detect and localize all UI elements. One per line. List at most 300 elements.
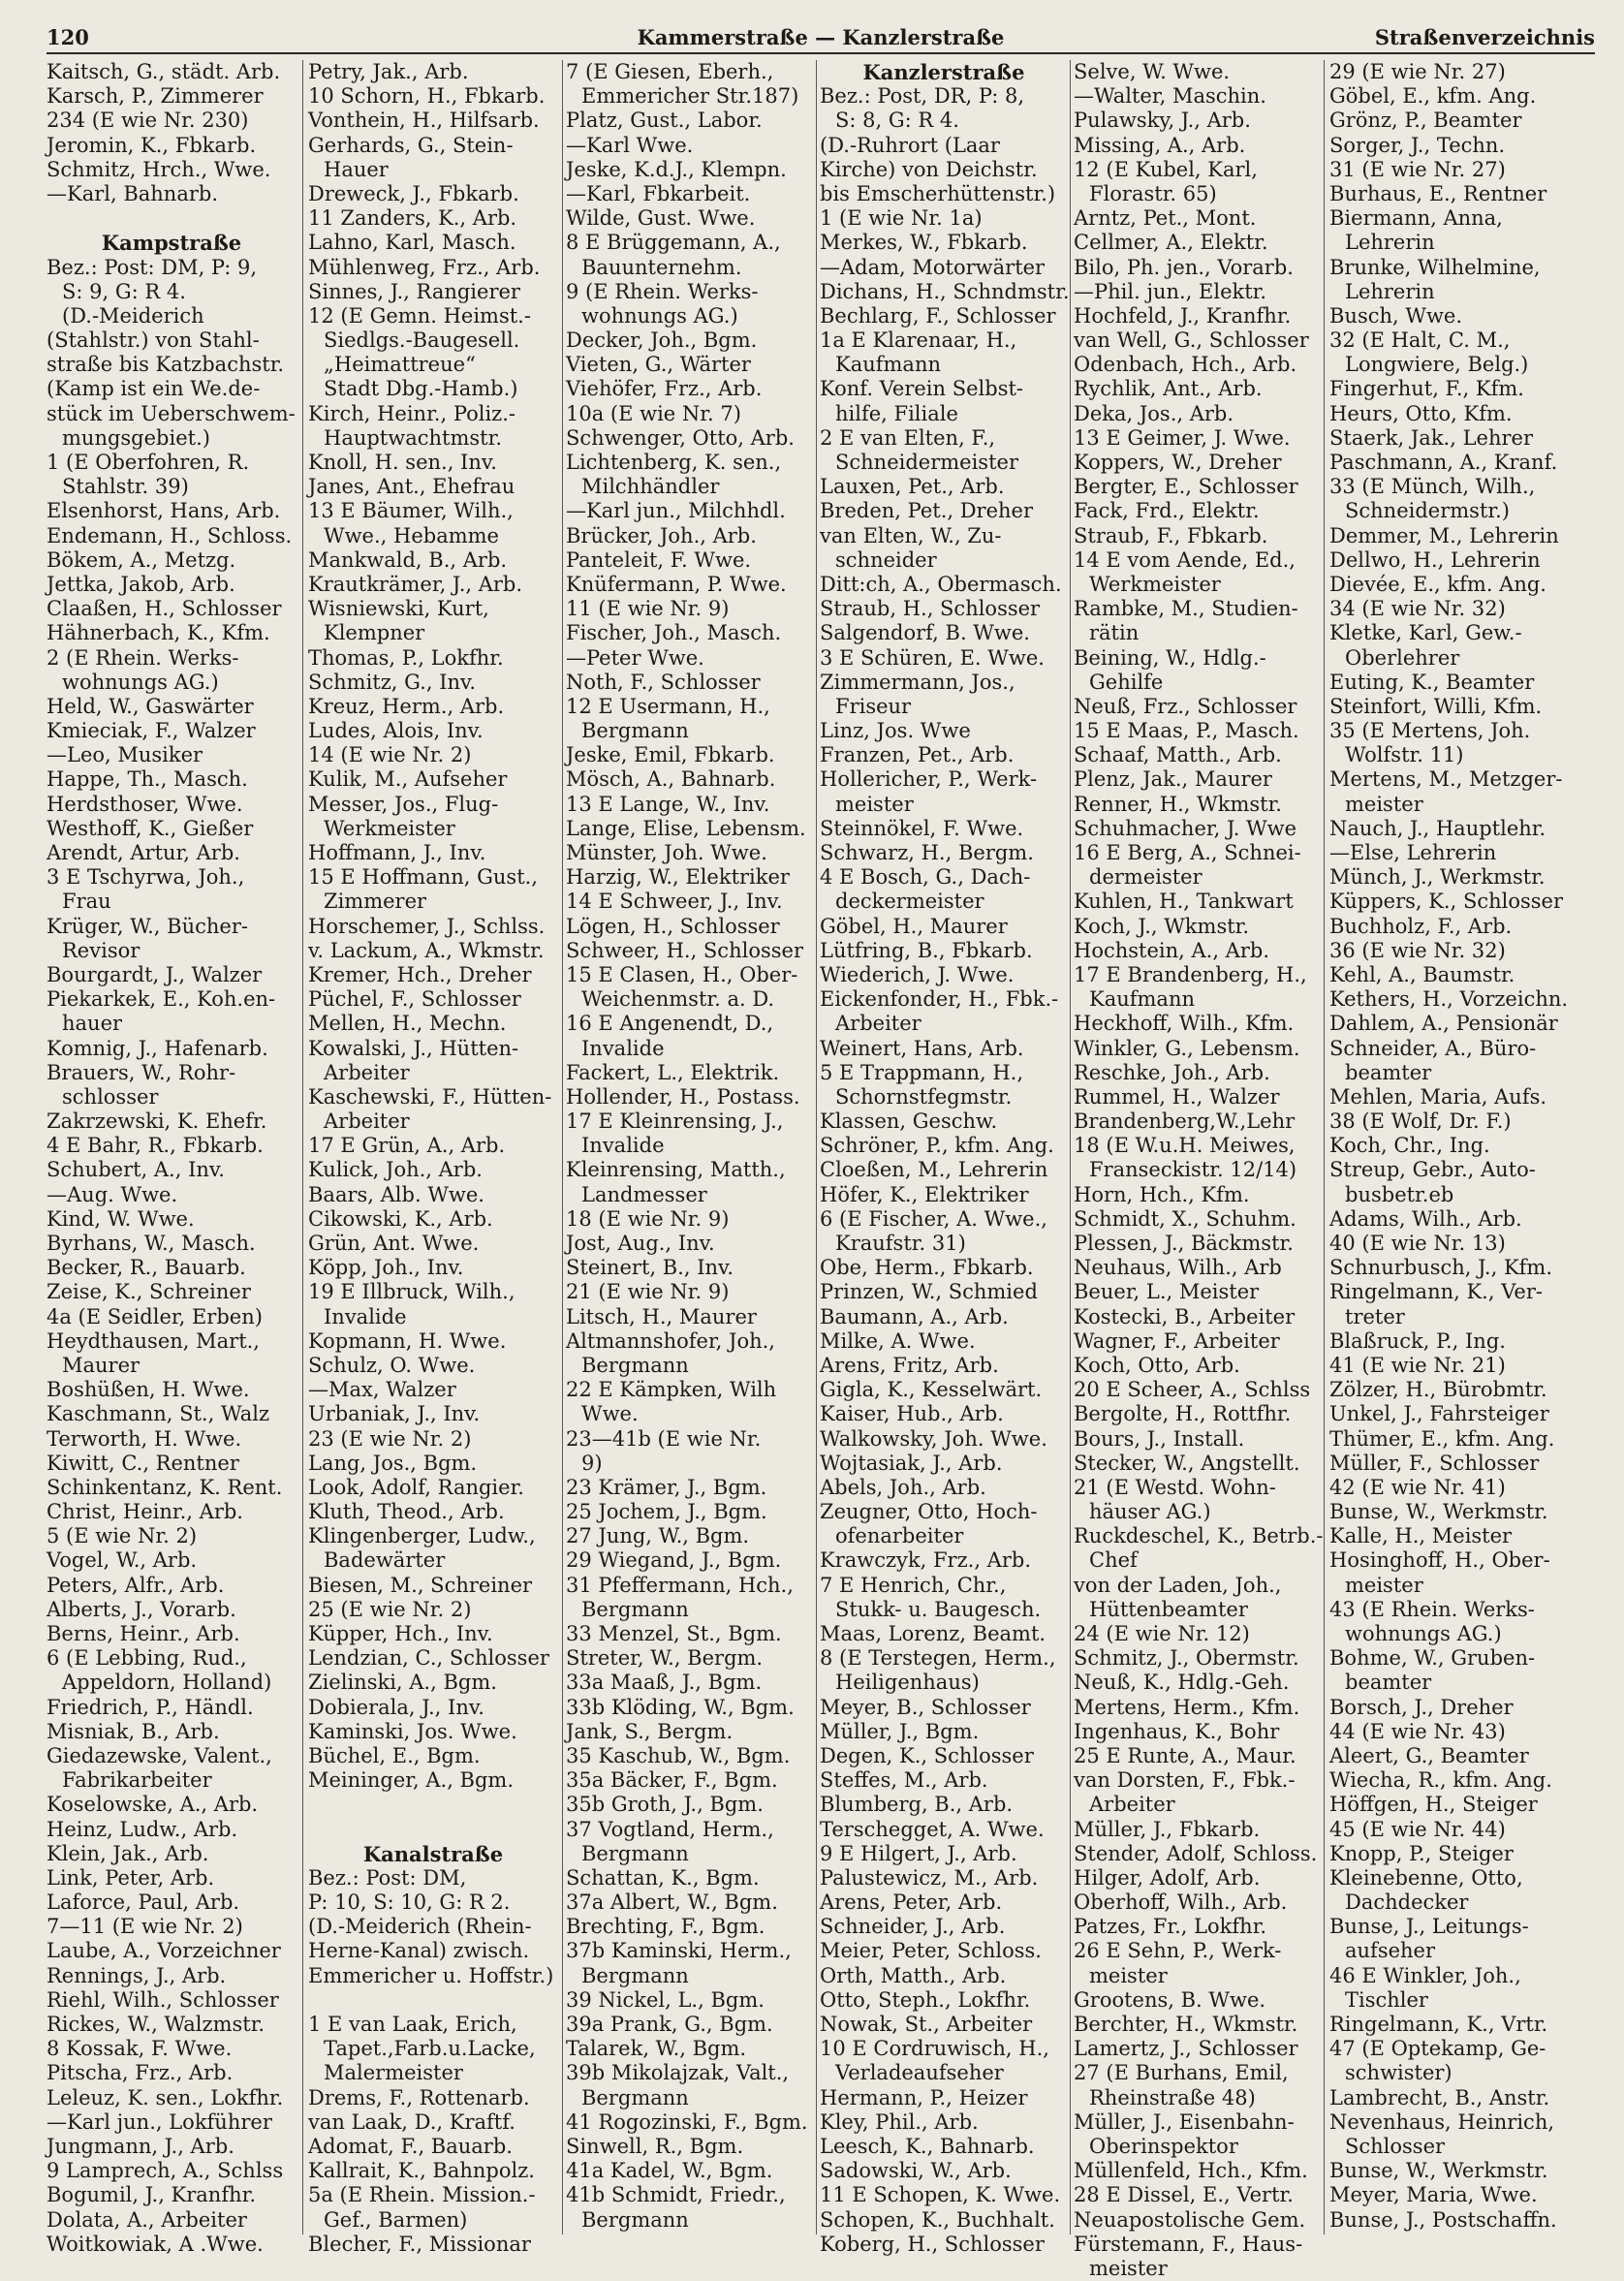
- entry-line: Alberts, J., Vorarb.: [47, 1597, 236, 1621]
- spacer: [308, 1793, 558, 1817]
- entry-continuation: Bergmann: [581, 719, 689, 743]
- column-divider: [816, 60, 817, 2234]
- entry-line: Obe, Herm., Fbkarb.: [820, 1256, 1034, 1280]
- entry-line: Zölzer, H., Bürobmtr.: [1329, 1378, 1547, 1402]
- entry-continuation: Kaufmann: [835, 353, 941, 377]
- entry-line: 16 E Angenendt, D.,: [566, 1012, 774, 1036]
- entry-line: 33 Menzel, St., Bgm.: [566, 1622, 782, 1645]
- entry-line: Wiederich, J. Wwe.: [820, 962, 1015, 986]
- entry-line: 15 E Hoffmann, Gust.,: [308, 865, 538, 890]
- entry-line: Püchel, F., Schlosser: [308, 987, 521, 1012]
- entry-line: 8 E Brüggemann, A.,: [566, 231, 781, 255]
- entry-line: Krautkrämer, J., Arb.: [308, 572, 523, 596]
- entry-line: Küpper, Hch., Inv.: [308, 1622, 493, 1645]
- entry-continuation: S: 9, G: R 4.: [62, 279, 186, 303]
- entry-line: Thümer, E., kfm. Ang.: [1329, 1426, 1555, 1451]
- entry-line: 15 E Clasen, H., Ober-: [566, 962, 798, 986]
- entry-line: Koch, Otto, Arb.: [1074, 1353, 1240, 1377]
- entry-continuation: S: 8, G: R 4.: [835, 109, 959, 133]
- entry-continuation: Bergmann: [581, 2207, 689, 2232]
- entry-line: Riehl, Wilh., Schlosser: [47, 1987, 279, 2012]
- entry-line: Unkel, J., Fahrsteiger: [1329, 1402, 1549, 1426]
- entry-line: Komnig, J., Hafenarb.: [47, 1036, 268, 1060]
- entry-line: Gigla, K., Kesselwärt.: [820, 1378, 1043, 1402]
- entry-line: 12 (E Gemn. Heimst.-: [308, 303, 531, 328]
- entry-line: 12 (E Kubel, Karl,: [1074, 157, 1258, 181]
- spacer: [47, 206, 297, 231]
- entry-line: Mertens, Herm., Kfm.: [1074, 1695, 1300, 1719]
- entry-line: Weinert, Hans, Arb.: [820, 1036, 1024, 1060]
- entry-line: Platz, Gust., Labor.: [566, 109, 763, 133]
- entry-line: 45 (E wie Nr. 44): [1329, 1817, 1506, 1841]
- entry-line: Arendt, Artur, Arb.: [47, 841, 240, 864]
- entry-line: 10 Schorn, H., Fbkarb.: [308, 84, 546, 109]
- entry-line: straße bis Katzbachstr.: [47, 353, 285, 377]
- entry-line: Kulick, Joh., Arb.: [308, 1158, 483, 1182]
- entry-line: Wisniewski, Kurt,: [308, 597, 489, 621]
- section-title: Straßenverzeichnis: [1374, 25, 1595, 49]
- entry-line: Ditt:ch, A., Obermasch.: [820, 572, 1062, 596]
- entry-line: Claaßen, H., Schlosser: [47, 597, 282, 621]
- column-3: [566, 60, 814, 2234]
- entry-continuation: Klempner: [324, 621, 425, 645]
- entry-continuation: Heiligenhaus): [835, 1671, 980, 1695]
- entry-continuation: Frau: [62, 890, 111, 914]
- entry-line: 25 (E wie Nr. 2): [308, 1597, 472, 1621]
- entry-line: 43 (E Rhein. Werks-: [1329, 1597, 1535, 1621]
- entry-continuation: Bergmann: [581, 1597, 689, 1621]
- entry-line: Lichtenberg, K. sen.,: [566, 451, 782, 474]
- entry-line: Nauch, J., Hauptlehr.: [1329, 816, 1546, 840]
- entry-line: Degen, K., Schlosser: [820, 1743, 1034, 1767]
- entry-line: 7—11 (E wie Nr. 2): [47, 1915, 243, 1939]
- entry-line: Müllenfeld, Hch., Kfm.: [1074, 2159, 1308, 2183]
- street-heading: Kampstraße: [101, 231, 242, 256]
- entry-line: Schinkentanz, K. Rent.: [47, 1475, 283, 1499]
- entry-line: 47 (E Optekamp, Ge-: [1329, 2037, 1546, 2061]
- spacer: [308, 1818, 558, 1842]
- entry-line: Eickenfonder, H., Fbk.-: [820, 987, 1059, 1012]
- entry-line: Kowalski, J., Hütten-: [308, 1036, 519, 1060]
- entry-line: Kuhlen, H., Tankwart: [1074, 890, 1294, 914]
- entry-line: Kleinebenne, Otto,: [1329, 1865, 1523, 1890]
- entry-line: Odenbach, Hch., Arb.: [1074, 353, 1297, 377]
- entry-line: Kletke, Karl, Gew.-: [1329, 621, 1522, 645]
- entry-line: Streup, Gebr., Auto-: [1329, 1158, 1536, 1182]
- entry-line: Westhoff, K., Gießer: [47, 816, 254, 840]
- entry-continuation: wohnungs AG.): [581, 303, 738, 328]
- entry-line: Kluth, Theod., Arb.: [308, 1500, 505, 1524]
- entry-continuation: meister: [1345, 792, 1423, 816]
- entry-continuation: dermeister: [1089, 865, 1202, 890]
- entry-line: Lambrecht, B., Anstr.: [1329, 2085, 1550, 2109]
- entry-line: Nowak, St., Arbeiter: [820, 2013, 1033, 2036]
- entry-line: Zeugner, Otto, Hoch-: [820, 1500, 1038, 1524]
- entry-continuation: Lehrerin: [1345, 231, 1435, 255]
- entry-line: Stecker, W., Angstellt.: [1074, 1451, 1300, 1475]
- entry-line: Kaschmann, St., Walz: [47, 1402, 270, 1426]
- entry-line: Koppers, W., Dreher: [1074, 451, 1282, 474]
- entry-line: Dahlem, A., Pensionär: [1329, 1012, 1558, 1036]
- entry-line: Sinwell, R., Bgm.: [566, 2134, 744, 2158]
- entry-continuation: 9): [581, 1451, 603, 1475]
- entry-line: Lange, Elise, Lebensm.: [566, 816, 806, 840]
- entry-line: 4 E Bahr, R., Fbkarb.: [47, 1134, 264, 1158]
- entry-line: 11 Zanders, K., Arb.: [308, 206, 517, 231]
- entry-line: Cloeßen, M., Lehrerin: [820, 1158, 1048, 1182]
- entry-line: 16 E Berg, A., Schnei-: [1074, 841, 1301, 864]
- page-number: 120: [47, 25, 89, 49]
- entry-line: 31 (E wie Nr. 27): [1329, 157, 1506, 181]
- entry-continuation: Schlosser: [1345, 2134, 1446, 2158]
- entry-continuation: Kaufmann: [1089, 987, 1195, 1012]
- entry-line: Bourgardt, J., Walzer: [47, 962, 263, 986]
- entry-line: Karsch, P., Zimmerer: [47, 84, 264, 109]
- entry-line: Bergter, E., Schlosser: [1074, 475, 1298, 499]
- entry-line: Emmericher u. Hoffstr.): [308, 1963, 554, 1987]
- entry-line: Höfer, K., Elektriker: [820, 1182, 1029, 1206]
- entry-continuation: Schornstfegmstr.: [835, 1084, 1013, 1109]
- entry-continuation: Schneidermstr.): [1345, 499, 1510, 523]
- entry-line: 35 Kaschub, W., Bgm.: [566, 1743, 791, 1767]
- entry-line: Blecher, F., Missionar: [308, 2232, 531, 2256]
- entry-line: Viehöfer, Frz., Arb.: [566, 377, 763, 401]
- entry-line: 25 E Runte, A., Maur.: [1074, 1743, 1296, 1767]
- entry-line: Kind, W. Wwe.: [47, 1206, 195, 1231]
- entry-line: van Laak, D., Kraftf.: [308, 2109, 515, 2134]
- entry-line: 14 E Schweer, J., Inv.: [566, 890, 783, 914]
- entry-line: 14 E vom Aende, Ed.,: [1074, 547, 1296, 572]
- column-1: [47, 60, 297, 2256]
- entry-line: 41a Kadel, W., Bgm.: [566, 2159, 773, 2183]
- entry-line: Kiwitt, C., Rentner: [47, 1451, 239, 1475]
- entry-continuation: Stadt Dbg.-Hamb.): [324, 377, 518, 401]
- entry-continuation: hilfe, Filiale: [835, 401, 958, 425]
- entry-line: Meininger, A., Bgm.: [308, 1768, 515, 1793]
- entry-line: 8 (E Terstegen, Herm.,: [820, 1646, 1056, 1671]
- entry-line: Lögen, H., Schlosser: [566, 914, 780, 938]
- entry-line: (D.-Ruhrort (Laar: [820, 133, 1000, 157]
- entry-line: Rambke, M., Studien-: [1074, 597, 1298, 621]
- entry-line: Stender, Adolf, Schloss.: [1074, 1841, 1318, 1865]
- entry-line: 17 E Kleinrensing, J.,: [566, 1109, 784, 1134]
- entry-line: —Peter Wwe.: [566, 645, 704, 670]
- entry-line: Plessen, J., Bäckmstr.: [1074, 1232, 1294, 1255]
- entry-line: Hollender, H., Postass.: [566, 1084, 800, 1109]
- entry-line: Mühlenweg, Frz., Arb.: [308, 255, 541, 279]
- entry-line: Rummel, H., Walzer: [1074, 1084, 1280, 1109]
- entry-line: Dievée, E., kfm. Ang.: [1329, 572, 1546, 596]
- entry-line: Leleuz, K. sen., Lokfhr.: [47, 2085, 284, 2109]
- entry-line: 234 (E wie Nr. 230): [47, 109, 249, 133]
- entry-line: Ringelmann, K., Ver-: [1329, 1280, 1543, 1304]
- entry-line: Schnurbusch, J., Kfm.: [1329, 1256, 1553, 1280]
- entry-continuation: Stahlstr. 39): [62, 475, 189, 499]
- entry-line: Kmieciak, F., Walzer: [47, 719, 256, 743]
- entry-line: Petry, Jak., Arb.: [308, 60, 469, 83]
- entry-line: —Else, Lehrerin: [1329, 841, 1497, 864]
- entry-line: (Kamp ist ein We.de-: [47, 377, 261, 401]
- entry-line: Altmannshofer, Joh.,: [566, 1328, 775, 1353]
- entry-line: 6 (E Lebbing, Rud.,: [47, 1646, 247, 1671]
- entry-line: Herne-Kanal) zwisch.: [308, 1939, 530, 1963]
- entry-line: —Karl jun., Milchhdl.: [566, 499, 786, 523]
- entry-line: Plenz, Jak., Maurer: [1074, 767, 1272, 792]
- entry-continuation: Bergmann: [581, 2085, 689, 2109]
- entry-line: Misniak, B., Arb.: [47, 1719, 220, 1743]
- entry-line: Otto, Steph., Lokfhr.: [820, 1987, 1031, 2012]
- entry-line: Hilger, Adolf, Arb.: [1074, 1865, 1261, 1890]
- entry-line: Drems, F., Rottenarb.: [308, 2085, 530, 2109]
- entry-continuation: Dachdecker: [1345, 1890, 1469, 1915]
- entry-line: Deka, Jos., Arb.: [1074, 401, 1234, 425]
- entry-line: Beuer, L., Meister: [1074, 1280, 1260, 1304]
- entry-continuation: Bergmann: [581, 1841, 689, 1865]
- entry-line: Knopp, P., Steiger: [1329, 1841, 1514, 1865]
- entry-line: Schattan, K., Bgm.: [566, 1865, 760, 1890]
- entry-line: 11 E Schopen, K. Wwe.: [820, 2183, 1061, 2207]
- entry-line: 26 E Sehn, P., Werk-: [1074, 1939, 1282, 1963]
- entry-line: —Karl, Fbkarbeit.: [566, 181, 751, 205]
- entry-line: Panteleit, F. Wwe.: [566, 547, 752, 572]
- entry-line: Piekarkek, E., Koh.en-: [47, 987, 276, 1012]
- entry-continuation: hauer: [62, 1012, 123, 1036]
- entry-continuation: Chef: [1089, 1548, 1138, 1573]
- entry-line: Adams, Wilh., Arb.: [1329, 1206, 1522, 1231]
- entry-line: Paschmann, A., Kranf.: [1329, 451, 1558, 474]
- entry-continuation: häuser AG.): [1089, 1500, 1211, 1524]
- entry-line: 13 E Geimer, J. Wwe.: [1074, 425, 1291, 450]
- entry-line: Woitkowiak, A .Wwe.: [47, 2232, 264, 2256]
- entry-continuation: aufseher: [1345, 1939, 1436, 1963]
- entry-line: Renner, H., Wkmstr.: [1074, 792, 1282, 816]
- entry-line: Maas, Lorenz, Beamt.: [820, 1622, 1046, 1645]
- entry-line: 17 E Grün, A., Arb.: [308, 1134, 506, 1158]
- entry-line: Neuapostolische Gem.: [1074, 2207, 1306, 2232]
- entry-line: Rychlik, Ant., Arb.: [1074, 377, 1263, 401]
- entry-line: 1 E van Laak, Erich,: [308, 2013, 517, 2036]
- entry-line: Jettka, Jakob, Arb.: [47, 572, 235, 596]
- running-title: Kammerstraße — Kanzlerstraße: [637, 25, 1005, 49]
- entry-line: Grün, Ant. Wwe.: [308, 1232, 480, 1255]
- entry-line: Schaaf, Matth., Arb.: [1074, 743, 1282, 767]
- column-6: [1329, 60, 1595, 2234]
- entry-line: Bez.: Post: DM, P: 9,: [47, 255, 258, 279]
- entry-line: Bogumil, J., Kranfhr.: [47, 2183, 257, 2207]
- entry-continuation: Appeldorn, Holland): [62, 1671, 272, 1695]
- entry-continuation: Revisor: [62, 938, 141, 962]
- entry-line: —Karl Wwe.: [566, 133, 694, 157]
- entry-line: Jungmann, J., Arb.: [47, 2134, 234, 2158]
- entry-line: Beining, W., Hdlg.-: [1074, 645, 1266, 670]
- entry-line: 21 (E Westd. Wohn-: [1074, 1475, 1276, 1499]
- entry-line: 20 E Scheer, A., Schlss: [1074, 1378, 1311, 1402]
- entry-line: 29 (E wie Nr. 27): [1329, 60, 1506, 83]
- entry-continuation: Hüttenbeamter: [1089, 1597, 1248, 1621]
- entry-line: Horschemer, J., Schlss.: [308, 914, 546, 938]
- entry-continuation: Wwe.: [581, 1402, 639, 1426]
- entry-line: —Karl, Bahnarb.: [47, 181, 218, 205]
- entry-line: Wilde, Gust. Wwe.: [566, 206, 756, 231]
- entry-line: Cellmer, A., Elektr.: [1074, 231, 1268, 255]
- entry-continuation: Stukk- u. Baugesch.: [835, 1597, 1042, 1621]
- entry-line: Laube, A., Vorzeichner: [47, 1939, 281, 1963]
- entry-line: Jeske, Emil, Fbkarb.: [566, 743, 775, 767]
- entry-line: 32 (E Halt, C. M.,: [1329, 328, 1511, 353]
- entry-line: 41 Rogozinski, F., Bgm.: [566, 2109, 808, 2134]
- entry-line: Höffgen, H., Steiger: [1329, 1793, 1538, 1817]
- entry-line: Leesch, K., Bahnarb.: [820, 2134, 1035, 2158]
- entry-line: 27 Jung, W., Bgm.: [566, 1524, 750, 1548]
- entry-line: 37b Kaminski, Herm.,: [566, 1939, 792, 1963]
- entry-line: Christ, Heinr., Arb.: [47, 1500, 243, 1524]
- entry-line: Burhaus, E., Rentner: [1329, 181, 1547, 205]
- entry-line: —Leo, Musiker: [47, 743, 203, 767]
- entry-line: Schmitz, G., Inv.: [308, 670, 477, 694]
- entry-line: 10 E Cordruwisch, H.,: [820, 2037, 1049, 2061]
- entry-line: Messer, Jos., Flug-: [308, 792, 499, 816]
- entry-line: 35 (E Mertens, Joh.: [1329, 719, 1531, 743]
- entry-line: 41b Schmidt, Friedr.,: [566, 2183, 786, 2207]
- entry-line: Kallrait, K., Bahnpolz.: [308, 2159, 535, 2183]
- entry-line: Fingerhut, F., Kfm.: [1329, 377, 1524, 401]
- entry-continuation: Bergmann: [581, 1963, 689, 1987]
- entry-continuation: meister: [1089, 1963, 1168, 1987]
- entry-line: Sorger, J., Techn.: [1329, 133, 1506, 157]
- entry-continuation: Werkmeister: [324, 816, 455, 840]
- entry-line: Missing, A., Arb.: [1074, 133, 1246, 157]
- entry-line: Talarek, W., Bgm.: [566, 2037, 747, 2061]
- entry-line: Brücker, Joh., Arb.: [566, 523, 757, 547]
- entry-continuation: beamter: [1345, 1060, 1432, 1084]
- entry-line: Heydthausen, Mart.,: [47, 1328, 260, 1353]
- entry-line: Schwenger, Otto, Arb.: [566, 425, 795, 450]
- entry-line: Brechting, F., Bgm.: [566, 1915, 765, 1939]
- entry-line: Zimmermann, Jos.,: [820, 670, 1015, 694]
- entry-line: P: 10, S: 10, G: R 2.: [308, 1890, 511, 1915]
- entry-continuation: Siedlgs.-Baugesell.: [324, 328, 520, 353]
- street-heading: Kanalstraße: [362, 1841, 504, 1866]
- entry-line: 3 E Tschyrwa, Joh.,: [47, 865, 245, 890]
- entry-continuation: Gef., Barmen): [324, 2207, 468, 2232]
- entry-continuation: Oberlehrer: [1345, 645, 1460, 670]
- entry-line: 21 (E wie Nr. 9): [566, 1280, 730, 1304]
- entry-line: Gerhards, G., Stein-: [308, 133, 514, 157]
- entry-line: Peters, Alfr., Arb.: [47, 1573, 225, 1597]
- entry-line: Straub, F., Fbkarb.: [1074, 523, 1268, 547]
- entry-line: 23 Krämer, J., Bgm.: [566, 1475, 767, 1499]
- entry-continuation: meister: [835, 792, 914, 816]
- entry-continuation: Zimmerer: [324, 890, 427, 914]
- entry-line: Dreweck, J., Fbkarb.: [308, 181, 519, 205]
- entry-line: 22 E Kämpken, Wilh: [566, 1378, 777, 1402]
- entry-continuation: Landmesser: [581, 1182, 707, 1206]
- entry-line: bis Emscherhüttenstr.): [820, 181, 1056, 205]
- entry-line: 9 Lamprech, A., Schlss: [47, 2159, 284, 2183]
- entry-line: Becker, R., Bauarb.: [47, 1256, 246, 1280]
- entry-continuation: Arbeiter: [324, 1109, 410, 1134]
- entry-line: Schmidt, X., Schuhm.: [1074, 1206, 1296, 1231]
- entry-continuation: Emmericher Str.187): [581, 84, 799, 109]
- entry-line: Prinzen, W., Schmied: [820, 1280, 1038, 1304]
- entry-line: Laforce, Paul, Arb.: [47, 1890, 240, 1915]
- entry-line: 34 (E wie Nr. 32): [1329, 597, 1506, 621]
- entry-line: Kreuz, Herm., Arb.: [308, 694, 505, 718]
- entry-line: Vogel, W., Arb.: [47, 1548, 198, 1573]
- entry-continuation: Kraufstr. 31): [835, 1232, 966, 1255]
- entry-continuation: meister: [1345, 1573, 1423, 1597]
- entry-line: Schwarz, H., Bergm.: [820, 841, 1034, 864]
- entry-line: Meyer, B., Schlosser: [820, 1695, 1031, 1719]
- entry-line: Bunse, W., Werkmstr.: [1329, 1500, 1548, 1524]
- entry-line: 2 E van Elten, F.,: [820, 425, 996, 450]
- entry-line: 17 E Brandenberg, H.,: [1074, 962, 1307, 986]
- entry-line: Kopmann, H. Wwe.: [308, 1328, 507, 1353]
- entry-line: Breden, Pet., Dreher: [820, 499, 1034, 523]
- entry-line: 29 Wiegand, J., Bgm.: [566, 1548, 782, 1573]
- entry-line: Terschegget, A. Wwe.: [820, 1817, 1045, 1841]
- entry-line: Litsch, H., Maurer: [566, 1304, 757, 1328]
- entry-line: Patzes, Fr., Lokfhr.: [1074, 1915, 1267, 1939]
- entry-line: von der Laden, Joh.,: [1074, 1573, 1282, 1597]
- entry-line: 15 E Maas, P., Masch.: [1074, 719, 1299, 743]
- entry-line: Kaiser, Hub., Arb.: [820, 1402, 1004, 1426]
- entry-line: 9 E Hilgert, J., Arb.: [820, 1841, 1017, 1865]
- entry-line: Hollericher, P., Werk-: [820, 767, 1038, 792]
- entry-line: Schmitz, J., Obermstr.: [1074, 1646, 1299, 1671]
- column-5: [1074, 60, 1324, 2280]
- entry-line: Krüger, W., Bücher-: [47, 914, 248, 938]
- entry-line: 2 (E Rhein. Werks-: [47, 645, 239, 670]
- entry-line: Jeske, K.d.J., Klempn.: [566, 157, 787, 181]
- entry-line: —Aug. Wwe.: [47, 1182, 178, 1206]
- entry-line: 38 (E Wolf, Dr. F.): [1329, 1109, 1512, 1134]
- entry-line: Hähnerbach, K., Kfm.: [47, 621, 270, 645]
- entry-line: Dichans, H., Schndmstr.: [820, 279, 1070, 303]
- entry-line: Müller, F., Schlosser: [1329, 1451, 1540, 1475]
- entry-line: Palustewicz, M., Arb.: [820, 1865, 1039, 1890]
- entry-line: Kley, Phil., Arb.: [820, 2109, 979, 2134]
- entry-line: 35b Groth, J., Bgm.: [566, 1793, 764, 1817]
- entry-line: Ruckdeschel, K., Betrb.-: [1074, 1524, 1324, 1548]
- entry-line: Arens, Fritz, Arb.: [820, 1353, 999, 1377]
- entry-line: 40 (E wie Nr. 13): [1329, 1232, 1506, 1255]
- entry-line: 19 E Illbruck, Wilh.,: [308, 1280, 515, 1304]
- entry-line: Arntz, Pet., Mont.: [1074, 206, 1257, 231]
- entry-line: Sadowski, W., Arb.: [820, 2159, 1012, 2183]
- entry-line: Klein, Jak., Arb.: [47, 1841, 209, 1865]
- entry-line: Berchter, H., Wkmstr.: [1074, 2013, 1298, 2036]
- entry-line: Terworth, H. Wwe.: [47, 1426, 242, 1451]
- entry-line: Schweer, H., Schlosser: [566, 938, 803, 962]
- entry-line: Merkes, W., Fbkarb.: [820, 231, 1028, 255]
- entry-line: Jost, Aug., Inv.: [566, 1232, 715, 1255]
- entry-line: Franzen, Pet., Arb.: [820, 743, 1015, 767]
- entry-continuation: Schneidermeister: [835, 451, 1018, 474]
- entry-line: Borsch, J., Dreher: [1329, 1695, 1514, 1719]
- entry-line: Bechlarg, F., Schlosser: [820, 303, 1056, 328]
- entry-line: Bunse, W., Werkmstr.: [1329, 2159, 1548, 2183]
- column-2: [308, 60, 558, 2256]
- entry-line: Brandenberg,W.,Lehr: [1074, 1109, 1296, 1134]
- entry-line: 23 (E wie Nr. 2): [308, 1426, 472, 1451]
- entry-line: Heinz, Ludw., Arb.: [47, 1817, 238, 1841]
- entry-continuation: Invalide: [581, 1134, 665, 1158]
- entry-line: Lauxen, Pet., Arb.: [820, 475, 1005, 499]
- entry-line: (D.-Meiderich (Rhein-: [308, 1915, 532, 1939]
- entry-line: 44 (E wie Nr. 43): [1329, 1719, 1506, 1743]
- entry-line: Jeromin, K., Fbkarb.: [47, 133, 257, 157]
